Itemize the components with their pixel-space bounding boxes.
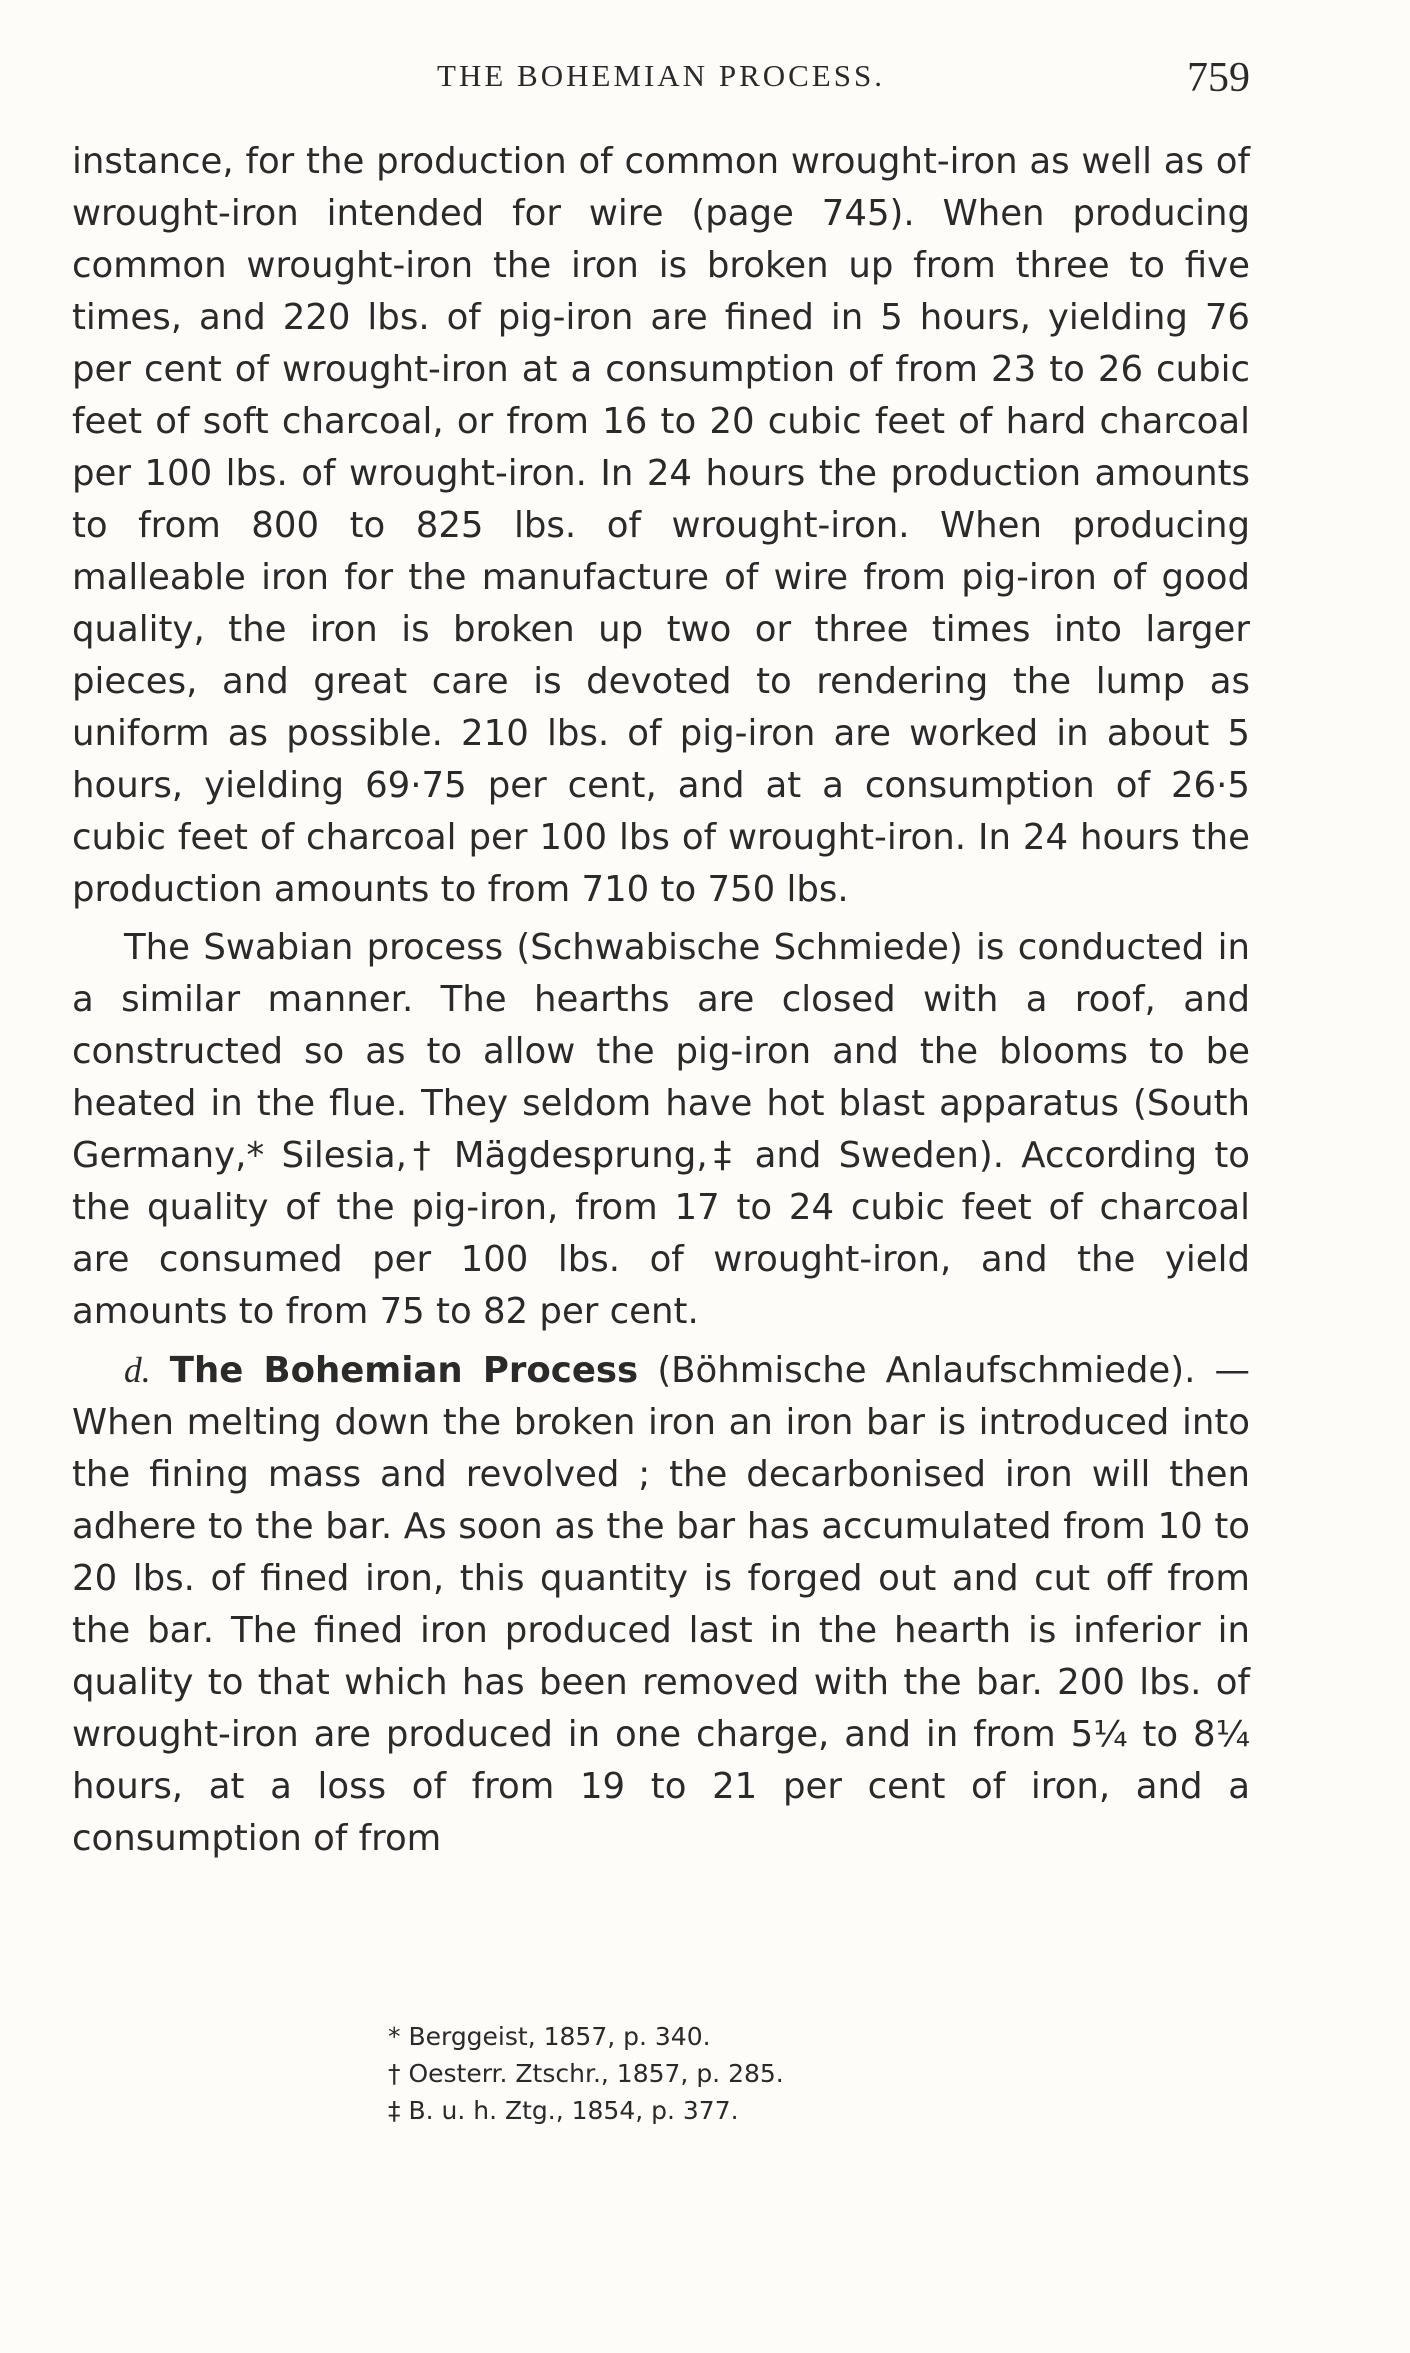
footnote-2: † Oesterr. Ztschr., 1857, p. 285. (388, 2059, 784, 2088)
section-letter: d. (124, 1350, 151, 1390)
page-number: 759 (1187, 55, 1250, 101)
page (72, 40, 1250, 2125)
body-text (72, 136, 1250, 1865)
running-head (72, 40, 1250, 120)
paragraph-3-text: (Böhmische Anlaufschmiede). —When melting down the broken iron an iron bar is introduced into the fining mass and revolved ; the decarbonised iron will then adhere to the bar. As soon as the bar has accumulated from 10 to 20 lbs. of fined iron, this quantity is forged out and cut off from the bar. The fined iron produced last in the hearth is inferior in quality to that which has been removed with the bar. 200 lbs. of wrought-iron are produced in one charge, and in from 5¼ to 8¼ hours, at a loss of from 19 to 21 per cent of iron, and a consumption of from (72, 1350, 1250, 1859)
footnote-1: * Berggeist, 1857, p. 340. (388, 2022, 711, 2051)
paragraph-2: The Swabian process (Schwabische Schmiede) is conducted in a similar manner. The hearths are closed with a roof, and constructed so as to allow the pig-iron and the blooms to be heated in the flue. They seldom have hot blast apparatus (South Germany,* Silesia,† Mägdesprung,‡ and Sweden). According to the quality of the pig-iron, from 17 to 24 cubic feet of charcoal are consumed per 100 lbs. of wrought-iron, and the yield amounts to from 75 to 82 per cent. (72, 927, 1250, 1332)
paragraph-3 (72, 1344, 1250, 1865)
running-title: THE BOHEMIAN PROCESS. (437, 58, 885, 93)
footnotes (72, 2018, 1250, 2129)
paragraph-1: instance, for the production of common wrought-iron as well as of wrought-iron intended for wire (page 745). When producing common wrought-iron the iron is broken up from three to five times, and 220 lbs. of pig-iron are fined in 5 hours, yielding 76 per cent of wrought-iron at a consumption of from 23 to 26 cubic feet of soft charcoal, or from 16 to 20 cubic feet of hard charcoal per 100 lbs. of wrought-iron. In 24 hours the production amounts to from 800 to 825 lbs. of wrought-iron. When producing malleable iron for the manufacture of wire from pig-iron of good quality, the iron is broken up two or three times into larger pieces, and great care is devoted to rendering the lump as uniform as possible. 210 lbs. of pig-iron are worked in about 5 hours, yielding 69·75 per cent, and at a consumption of 26·5 cubic feet of charcoal per 100 lbs of wrought-iron. In 24 hours the production amounts to from 710 to 750 lbs. (72, 141, 1250, 910)
footnote-3: ‡ B. u. h. Ztg., 1854, p. 377. (388, 2096, 739, 2125)
section-heading: The Bohemian Process (169, 1350, 639, 1391)
